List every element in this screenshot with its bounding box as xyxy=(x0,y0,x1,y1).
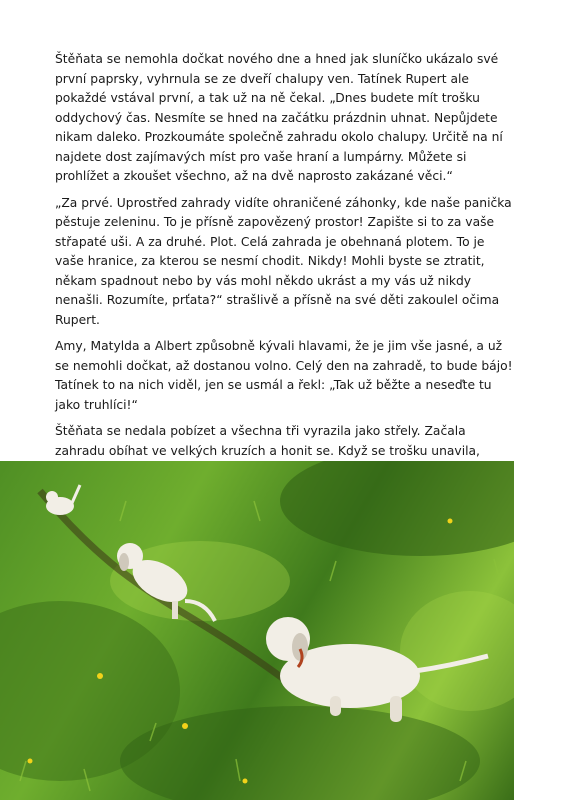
puppy-far xyxy=(46,485,80,515)
puppies-photo xyxy=(0,461,514,800)
paragraph-1: Štěňata se nemohla dočkat nového dne a hned jak sluníčko ukázalo své první paprsky, vyhrnula se ze dveří chalupy ven. Tatínek Rupert ale pokaždé vstával první, a tak už na ně čekal. „Dnes budete mít trošku oddychový čas. Nesmíte se hned na začátku prázdnin uhnat. Nepůjdete nikam daleko. Prozkoumáte společně zahradu okolo chalupy. Určitě na ní najdete dost zajímavých míst pro vaše hraní a lumpárny. Můžete si prohlížet a zkoušet všechno, až na dvě naprosto zakázané věci.“ xyxy=(55,52,503,183)
puppies-on-grass-illustration xyxy=(0,461,514,800)
paragraph-4: Štěňata se nedala pobízet a všechna tři vyrazila jako střely. Začala zahradu obíhat ve velkých kruzích a honit se. Když se trošku unavila, xyxy=(55,424,480,458)
story-text xyxy=(55,50,515,527)
paragraph-3: Amy, Matylda a Albert způsobně kývali hlavami, že je jim vše jasné, a už se nemohli dočkat, až dostanou volno. Celý den na zahradě, to bude bájo! Tatínek to na nich viděl, jen se usmál a řekl: „Tak už běžte a neseďte tu jako truhlíci!“ xyxy=(55,339,513,412)
paragraph-2: „Za prvé. Uprostřed zahrady vidíte ohraničené záhonky, kde naše panička pěstuje zeleninu. To je přísně zapovězený prostor! Zapište si to za vaše střapaté uši. A za druhé. Plot. Celá zahrada je obehnaná plotem. To je vaše hranice, za kterou se nesmí chodit. Nikdy! Mohli byste se ztratit, někam spadnout nebo by vás mohl někdo ukrást a my vás už nikdy nenašli. Rozumíte, prťata?“ strašlivě a přísně na své děti zakoulel očima Rupert. xyxy=(55,195,512,327)
